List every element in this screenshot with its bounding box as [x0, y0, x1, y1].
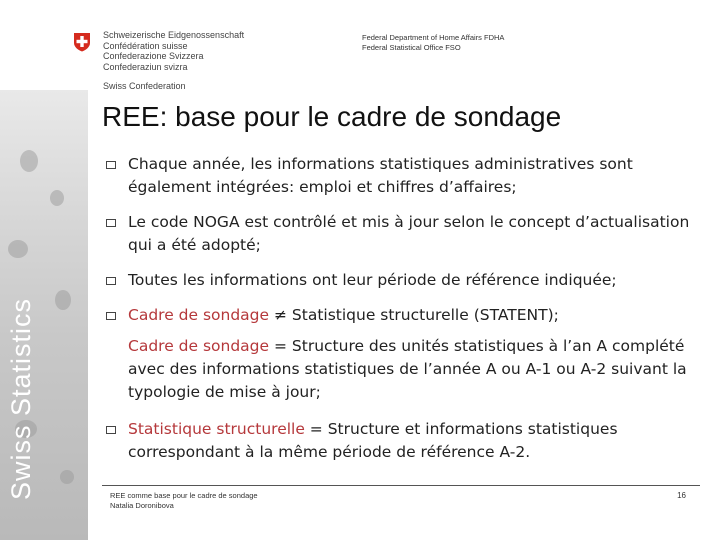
- slide-content: [104, 153, 704, 476]
- swiss-cross-icon: [72, 32, 92, 52]
- bullet-item: [104, 211, 704, 257]
- bullet-item: [104, 418, 704, 464]
- bullet-item: [104, 153, 704, 199]
- footer: [110, 491, 258, 511]
- confederation-name: Confederazione Svizzera: [103, 51, 204, 61]
- page-title: REE: base pour le cadre de sondage: [102, 101, 562, 132]
- sub-text: = Structure des unités statistiques à l’an A complété avec des informations statistiques de l’année A ou A-1 ou A-2 suivant la typologie de mise à jour;: [128, 337, 687, 401]
- footer-author: Natalia Doronibova: [110, 501, 174, 510]
- bullet-icon: [106, 161, 116, 169]
- bullet-text: Toutes les informations ont leur période de référence indiquée;: [128, 271, 617, 289]
- confederation-name: Confédération suisse: [103, 40, 188, 51]
- bullet-item: [104, 269, 704, 292]
- page-number: 16: [677, 491, 686, 500]
- bullet-highlight: Cadre de sondage: [128, 306, 274, 324]
- bullet-text: ≠ Statistique structurelle (STATENT);: [273, 306, 559, 324]
- department-name: Federal Department of Home Affairs FDHA: [362, 33, 505, 42]
- bullet-text: = Structure et informations statistiques correspondant à la même période de référence A-2.: [128, 420, 618, 461]
- office-name: Federal Statistical Office FSO: [362, 42, 461, 52]
- swiss-confederation: Swiss Confederation: [103, 81, 186, 91]
- sidebar-label: Swiss Statistics: [6, 297, 36, 500]
- confederation-name: Confederaziun svizra: [103, 61, 188, 72]
- bullet-icon: [106, 312, 116, 320]
- bullet-item: [104, 304, 704, 327]
- confederation-names: [103, 30, 244, 92]
- side-photo-strip: [0, 90, 88, 540]
- bullet-icon: [106, 219, 116, 227]
- bullet-text: Chaque année, les informations statistiques administratives sont également intégrées: emploi et chiffres d’affaires;: [128, 155, 633, 196]
- sub-paragraph: [104, 335, 704, 404]
- department-block: [362, 33, 504, 52]
- sub-highlight: Cadre de sondage: [128, 337, 270, 355]
- bullet-highlight: Statistique structurelle: [128, 420, 305, 438]
- bullet-icon: [106, 426, 116, 434]
- footer-divider: [102, 485, 700, 486]
- bullet-icon: [106, 277, 116, 285]
- footer-title: REE comme base pour le cadre de sondage: [110, 491, 258, 500]
- bullet-text: Le code NOGA est contrôlé et mis à jour selon le concept d’actualisation qui a été adopté;: [128, 213, 690, 254]
- confederation-name: Schweizerische Eidgenossenschaft: [103, 30, 245, 40]
